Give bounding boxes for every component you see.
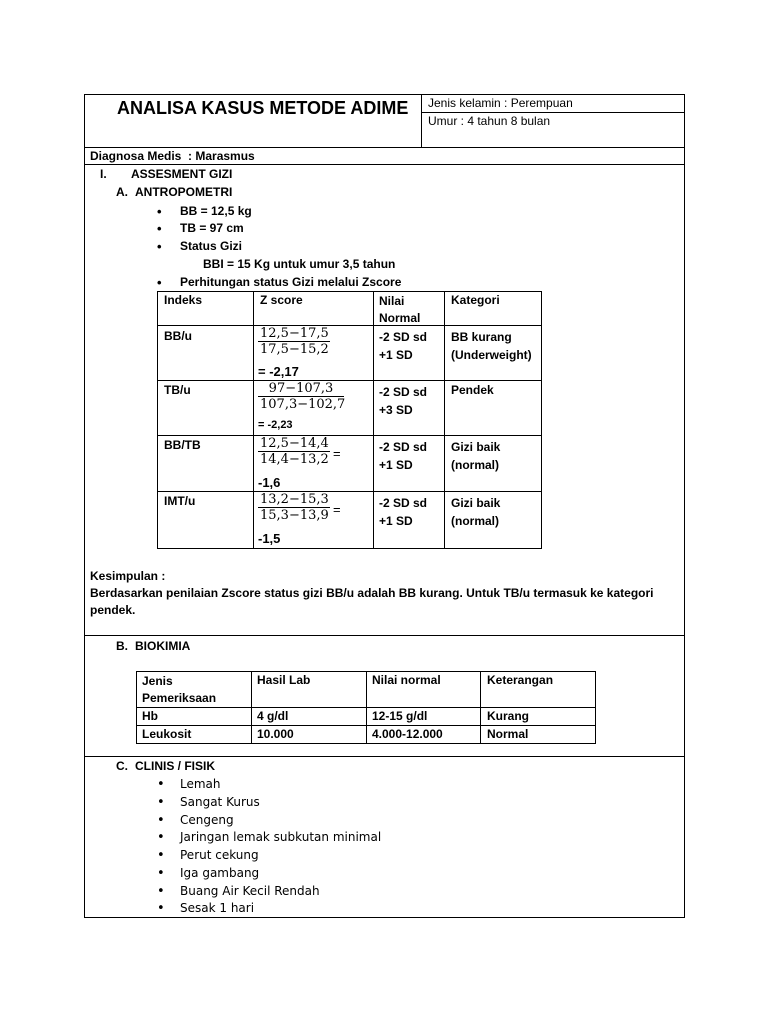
th-nilai-normal: Nilai Normal [379, 294, 421, 325]
zscore-fraction [258, 436, 330, 467]
row-kategori: Gizi baik (normal) [451, 440, 501, 472]
diagnosa-bottom [84, 164, 685, 165]
bio-cell: Leukosit [142, 727, 192, 741]
umur: Umur : 4 tahun 8 bulan [428, 114, 551, 128]
row-indeks: BB/u [164, 329, 192, 343]
bio-th-nilai: Nilai normal [372, 673, 441, 687]
row-normal: -2 SD sd +1 SD [379, 496, 428, 528]
bio-cell: 4 g/dl [257, 709, 289, 723]
section-title: ASSESMENT GIZI [131, 167, 233, 181]
subsection-a-label: A. [116, 185, 128, 199]
bio-cell: Kurang [487, 709, 529, 723]
fraction-denominator: 17,5−15,2 [260, 342, 329, 357]
row-kategori: Pendek [451, 383, 494, 397]
subsection-b-label: B. [116, 639, 128, 653]
section-b-bottom [84, 756, 685, 757]
zscore-fraction [258, 326, 330, 357]
bio-cell: Normal [487, 727, 529, 741]
clinis-item: • Lemah [180, 777, 221, 791]
fraction-numerator: 12,5−14,4 [260, 436, 329, 451]
th-kategori: Kategori [451, 293, 500, 307]
zscore-result: = -2,17 [258, 364, 299, 379]
frame-top [84, 94, 685, 95]
subsection-a-title: ANTROPOMETRI [135, 185, 233, 199]
fraction-numerator: 13,2−15,3 [260, 492, 329, 507]
zscore-result: -1,5 [258, 531, 281, 546]
clinis-item: • Iga gambang [180, 866, 259, 880]
row-indeks: BB/TB [164, 438, 201, 452]
bullet-tb: • TB = 97 cm [180, 221, 244, 235]
fraction-denominator: 15,3−13,9 [260, 508, 329, 523]
equals-sign: = [333, 446, 341, 461]
clinis-item: • Sangat Kurus [180, 795, 260, 809]
bio-cell: 4.000-12.000 [372, 727, 443, 741]
row-normal: -2 SD sd +1 SD [379, 330, 428, 362]
clinis-item: • Jaringan lemak subkutan minimal [180, 830, 381, 844]
section-number: I. [100, 167, 107, 181]
row-normal: -2 SD sd +3 SD [379, 385, 428, 417]
frame-bottom [84, 917, 685, 918]
header-subline [421, 112, 685, 113]
row-kategori: BB kurang (Underweight) [451, 330, 532, 362]
kesimpulan-text: Berdasarkan penilaian Zscore status gizi BB/u adalah BB kurang. Untuk TB/u termasuk ke kategori pendek. [90, 586, 654, 617]
fraction-denominator: 107,3−102,7 [260, 397, 346, 412]
kesimpulan-label: Kesimpulan : [90, 569, 166, 583]
section-a-bottom [84, 635, 685, 636]
diagnosa-medis: Diagnosa Medis : Marasmus [90, 149, 255, 163]
page-title: ANALISA KASUS METODE ADIME [117, 98, 409, 118]
subsection-c-title: CLINIS / FISIK [135, 759, 216, 773]
fraction-numerator: 97−107,3 [268, 381, 334, 396]
zscore-result: = -2,23 [258, 419, 293, 431]
th-zscore: Z score [260, 293, 303, 307]
zscore-result: -1,6 [258, 475, 281, 490]
bbi-text: BBI = 15 Kg untuk umur 3,5 tahun [203, 257, 396, 271]
zscore-fraction [258, 492, 330, 523]
subsection-b-title: BIOKIMIA [135, 639, 191, 653]
jenis-kelamin: Jenis kelamin : Perempuan [428, 96, 573, 110]
row-indeks: TB/u [164, 383, 191, 397]
row-normal: -2 SD sd +1 SD [379, 440, 428, 472]
bio-th-keterangan: Keterangan [487, 673, 554, 687]
bullet-perhitungan: • Perhitungan status Gizi melalui Zscore [180, 275, 401, 289]
bullet-status-gizi: • Status Gizi [180, 239, 242, 253]
row-kategori: Gizi baik (normal) [451, 496, 501, 528]
bio-th-hasil: Hasil Lab [257, 673, 311, 687]
clinis-item: • Cengeng [180, 813, 234, 827]
frame-right [684, 94, 685, 918]
subsection-c-label: C. [116, 759, 128, 773]
bullet-bb: • BB = 12,5 kg [180, 204, 252, 218]
bio-cell: Hb [142, 709, 158, 723]
bio-cell: 10.000 [257, 727, 294, 741]
clinis-item: • Sesak 1 hari [180, 901, 254, 915]
equals-sign: = [333, 502, 341, 517]
th-indeks: Indeks [164, 293, 203, 307]
clinis-item: • Perut cekung [180, 848, 259, 862]
bio-th-jenis: Jenis Pemeriksaan [142, 674, 217, 705]
frame-left [84, 94, 85, 918]
header-bottom [84, 147, 685, 148]
fraction-numerator: 12,5−17,5 [260, 326, 329, 341]
bio-cell: 12-15 g/dl [372, 709, 428, 723]
row-indeks: IMT/u [164, 494, 196, 508]
header-divider [421, 94, 422, 148]
clinis-item: • Buang Air Kecil Rendah [180, 884, 320, 898]
zscore-fraction [258, 381, 344, 412]
fraction-denominator: 14,4−13,2 [260, 452, 329, 467]
